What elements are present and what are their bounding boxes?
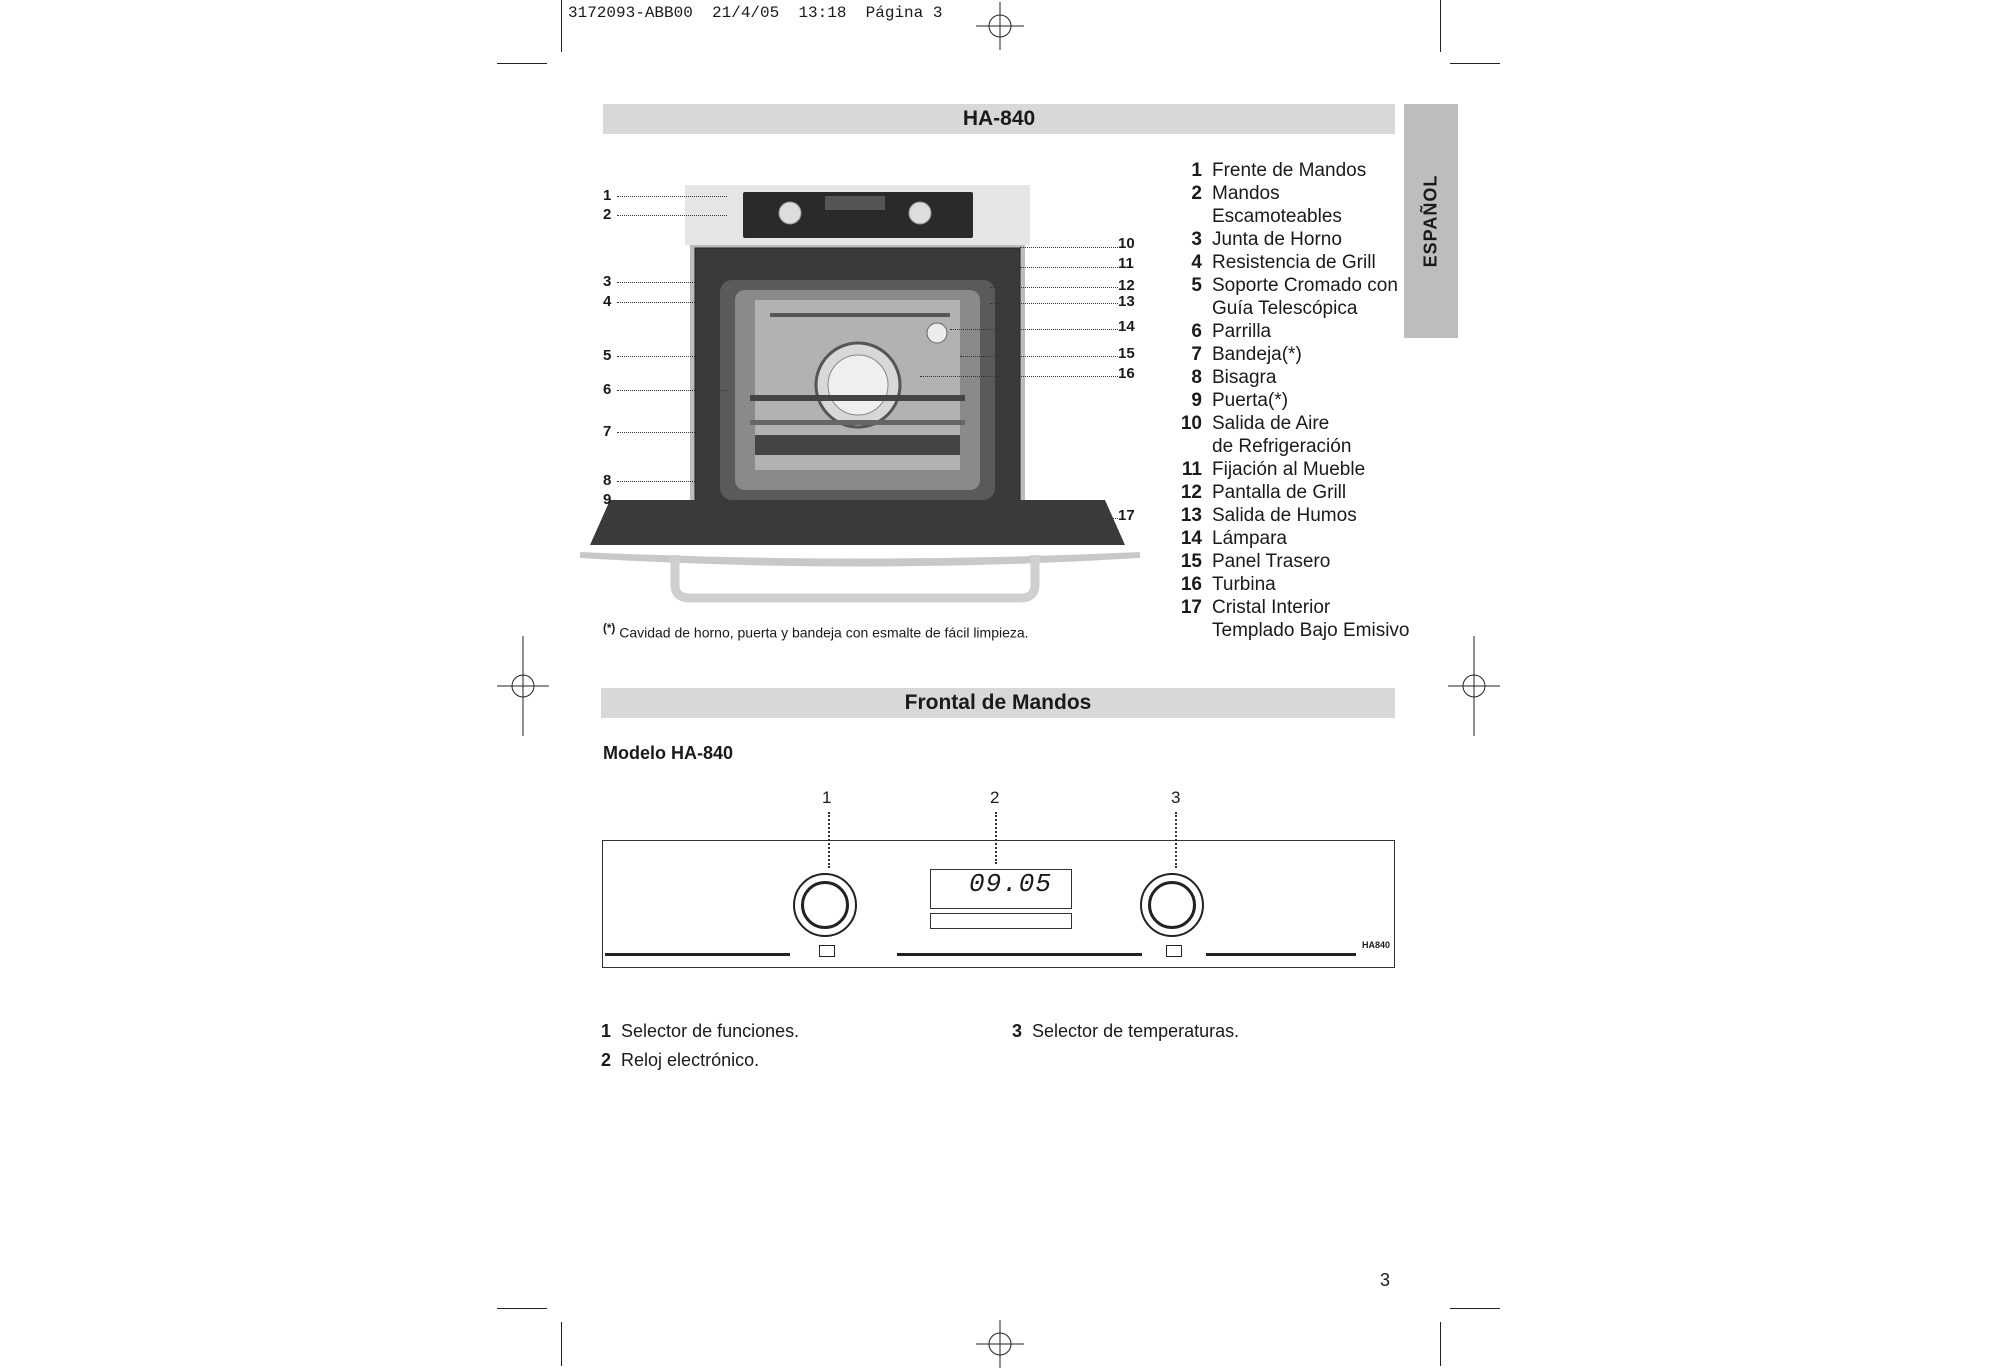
callout-6: 6 <box>603 381 612 398</box>
legend-item: 15 Panel Trasero <box>1180 551 1331 572</box>
leader-line <box>617 481 697 482</box>
callout-1: 1 <box>603 187 612 204</box>
legend-item: 17 Cristal Interior <box>1180 597 1331 618</box>
callout-7: 7 <box>603 423 612 440</box>
footnote <box>603 622 1029 641</box>
legend-item: Guía Telescópica <box>1212 298 1358 319</box>
leader-line <box>617 390 727 391</box>
footnote-mark: (*) <box>603 622 616 635</box>
crop-mark <box>561 1322 562 1366</box>
clock-buttons[interactable] <box>930 913 1072 929</box>
panel-callout-3: 3 <box>1171 788 1181 807</box>
model-badge: HA840 <box>1362 940 1391 950</box>
legend-item: 4 Resistencia de Grill <box>1191 252 1376 273</box>
callout-16: 16 <box>1118 365 1135 382</box>
legend-item: 9 Puerta(*) <box>1191 390 1289 411</box>
callout-11: 11 <box>1118 255 1134 272</box>
oven-diagram <box>580 180 1170 615</box>
leader-line <box>920 376 1118 377</box>
crop-mark <box>1440 1322 1441 1366</box>
legend-item: 8 Bisagra <box>1191 367 1277 388</box>
page-number: 3 <box>1380 1270 1391 1290</box>
legend-item: Templado Bajo Emisivo <box>1212 620 1410 641</box>
electronic-clock <box>930 869 1072 909</box>
callout-15: 15 <box>1118 345 1135 362</box>
crop-mark <box>1450 1308 1500 1309</box>
section-title: Frontal de Mandos <box>904 691 1092 714</box>
panel-legend-item: 1 Selector de funciones. <box>601 1021 800 1041</box>
legend-item: 12 Pantalla de Grill <box>1180 482 1347 503</box>
registration-mark <box>976 1320 1024 1368</box>
panel-legend-item: 3 Selector de temperaturas. <box>1012 1021 1240 1041</box>
leader-line <box>617 302 697 303</box>
legend-item: 2 Mandos <box>1191 183 1280 204</box>
registration-mark <box>497 636 549 736</box>
legend-item: 3 Junta de Horno <box>1191 229 1342 250</box>
leader-line <box>990 287 1118 288</box>
crop-mark <box>497 63 547 64</box>
leader-line <box>1020 247 1118 248</box>
callout-17: 17 <box>1118 507 1135 524</box>
callout-8: 8 <box>603 472 612 489</box>
panel-callout-1: 1 <box>822 788 832 807</box>
registration-mark <box>1448 636 1500 736</box>
section-title: HA-840 <box>962 107 1036 130</box>
print-header: 3172093-ABB00 21/4/05 13:18 Página 3 <box>568 4 943 22</box>
language-tab <box>1404 104 1458 338</box>
leader-line <box>950 329 1118 330</box>
callout-14: 14 <box>1118 318 1135 335</box>
knob-icon <box>1166 945 1182 957</box>
legend-item: 5 Soporte Cromado con <box>1191 275 1398 296</box>
panel-legend-item: 2 Reloj electrónico. <box>601 1050 760 1070</box>
leader-line <box>1020 267 1118 268</box>
clock-time: 09.05 <box>969 869 1053 899</box>
legend-item: 14 Lámpara <box>1180 528 1287 549</box>
model-label: Modelo HA-840 <box>603 743 734 763</box>
legend-item: 16 Turbina <box>1180 574 1276 595</box>
crop-mark <box>497 1308 547 1309</box>
callout-10: 10 <box>1118 235 1135 252</box>
legend-item: 13 Salida de Humos <box>1180 505 1357 526</box>
leader-line <box>617 282 697 283</box>
legend-item: 11 Fijación al Mueble <box>1181 459 1366 480</box>
callout-2: 2 <box>603 206 612 223</box>
language-tab-label: ESPAÑOL <box>1420 174 1441 268</box>
callout-3: 3 <box>603 273 612 290</box>
oven-illustration <box>580 180 1170 615</box>
crop-mark <box>1440 0 1441 52</box>
callout-5: 5 <box>603 347 612 364</box>
temperature-selector-knob[interactable] <box>1140 873 1204 937</box>
leader-line <box>617 215 727 216</box>
legend-item: 6 Parrilla <box>1191 321 1272 342</box>
leader-line <box>960 356 1118 357</box>
callout-13: 13 <box>1118 293 1135 310</box>
leader-line <box>1000 518 1118 519</box>
callout-4: 4 <box>603 293 612 310</box>
leader-line <box>617 432 697 433</box>
panel-trim <box>1206 953 1356 956</box>
legend-item: 10 Salida de Aire <box>1180 413 1330 434</box>
callout-9: 9 <box>603 491 612 508</box>
panel-callout-2: 2 <box>990 788 1000 807</box>
footnote-text: Cavidad de horno, puerta y bandeja con esmalte de fácil limpieza. <box>619 624 1029 641</box>
legend-item: de Refrigeración <box>1212 436 1352 457</box>
registration-mark <box>976 2 1024 50</box>
section-title-bar <box>601 688 1395 718</box>
panel-trim <box>897 953 1142 956</box>
panel-trim <box>605 953 790 956</box>
leader-line <box>990 303 1118 304</box>
legend-item: 7 Bandeja(*) <box>1191 344 1302 365</box>
section-title-bar <box>603 104 1395 134</box>
legend-item: Escamoteables <box>1212 206 1342 227</box>
crop-mark <box>1450 63 1500 64</box>
crop-mark <box>561 0 562 52</box>
leader-line <box>617 196 727 197</box>
leader-line <box>617 356 697 357</box>
callout-12: 12 <box>1118 277 1135 294</box>
knob-icon <box>819 945 835 957</box>
leader-line <box>617 500 697 501</box>
legend-item: 1 Frente de Mandos <box>1191 160 1367 181</box>
function-selector-knob[interactable] <box>793 873 857 937</box>
control-panel <box>602 840 1395 968</box>
